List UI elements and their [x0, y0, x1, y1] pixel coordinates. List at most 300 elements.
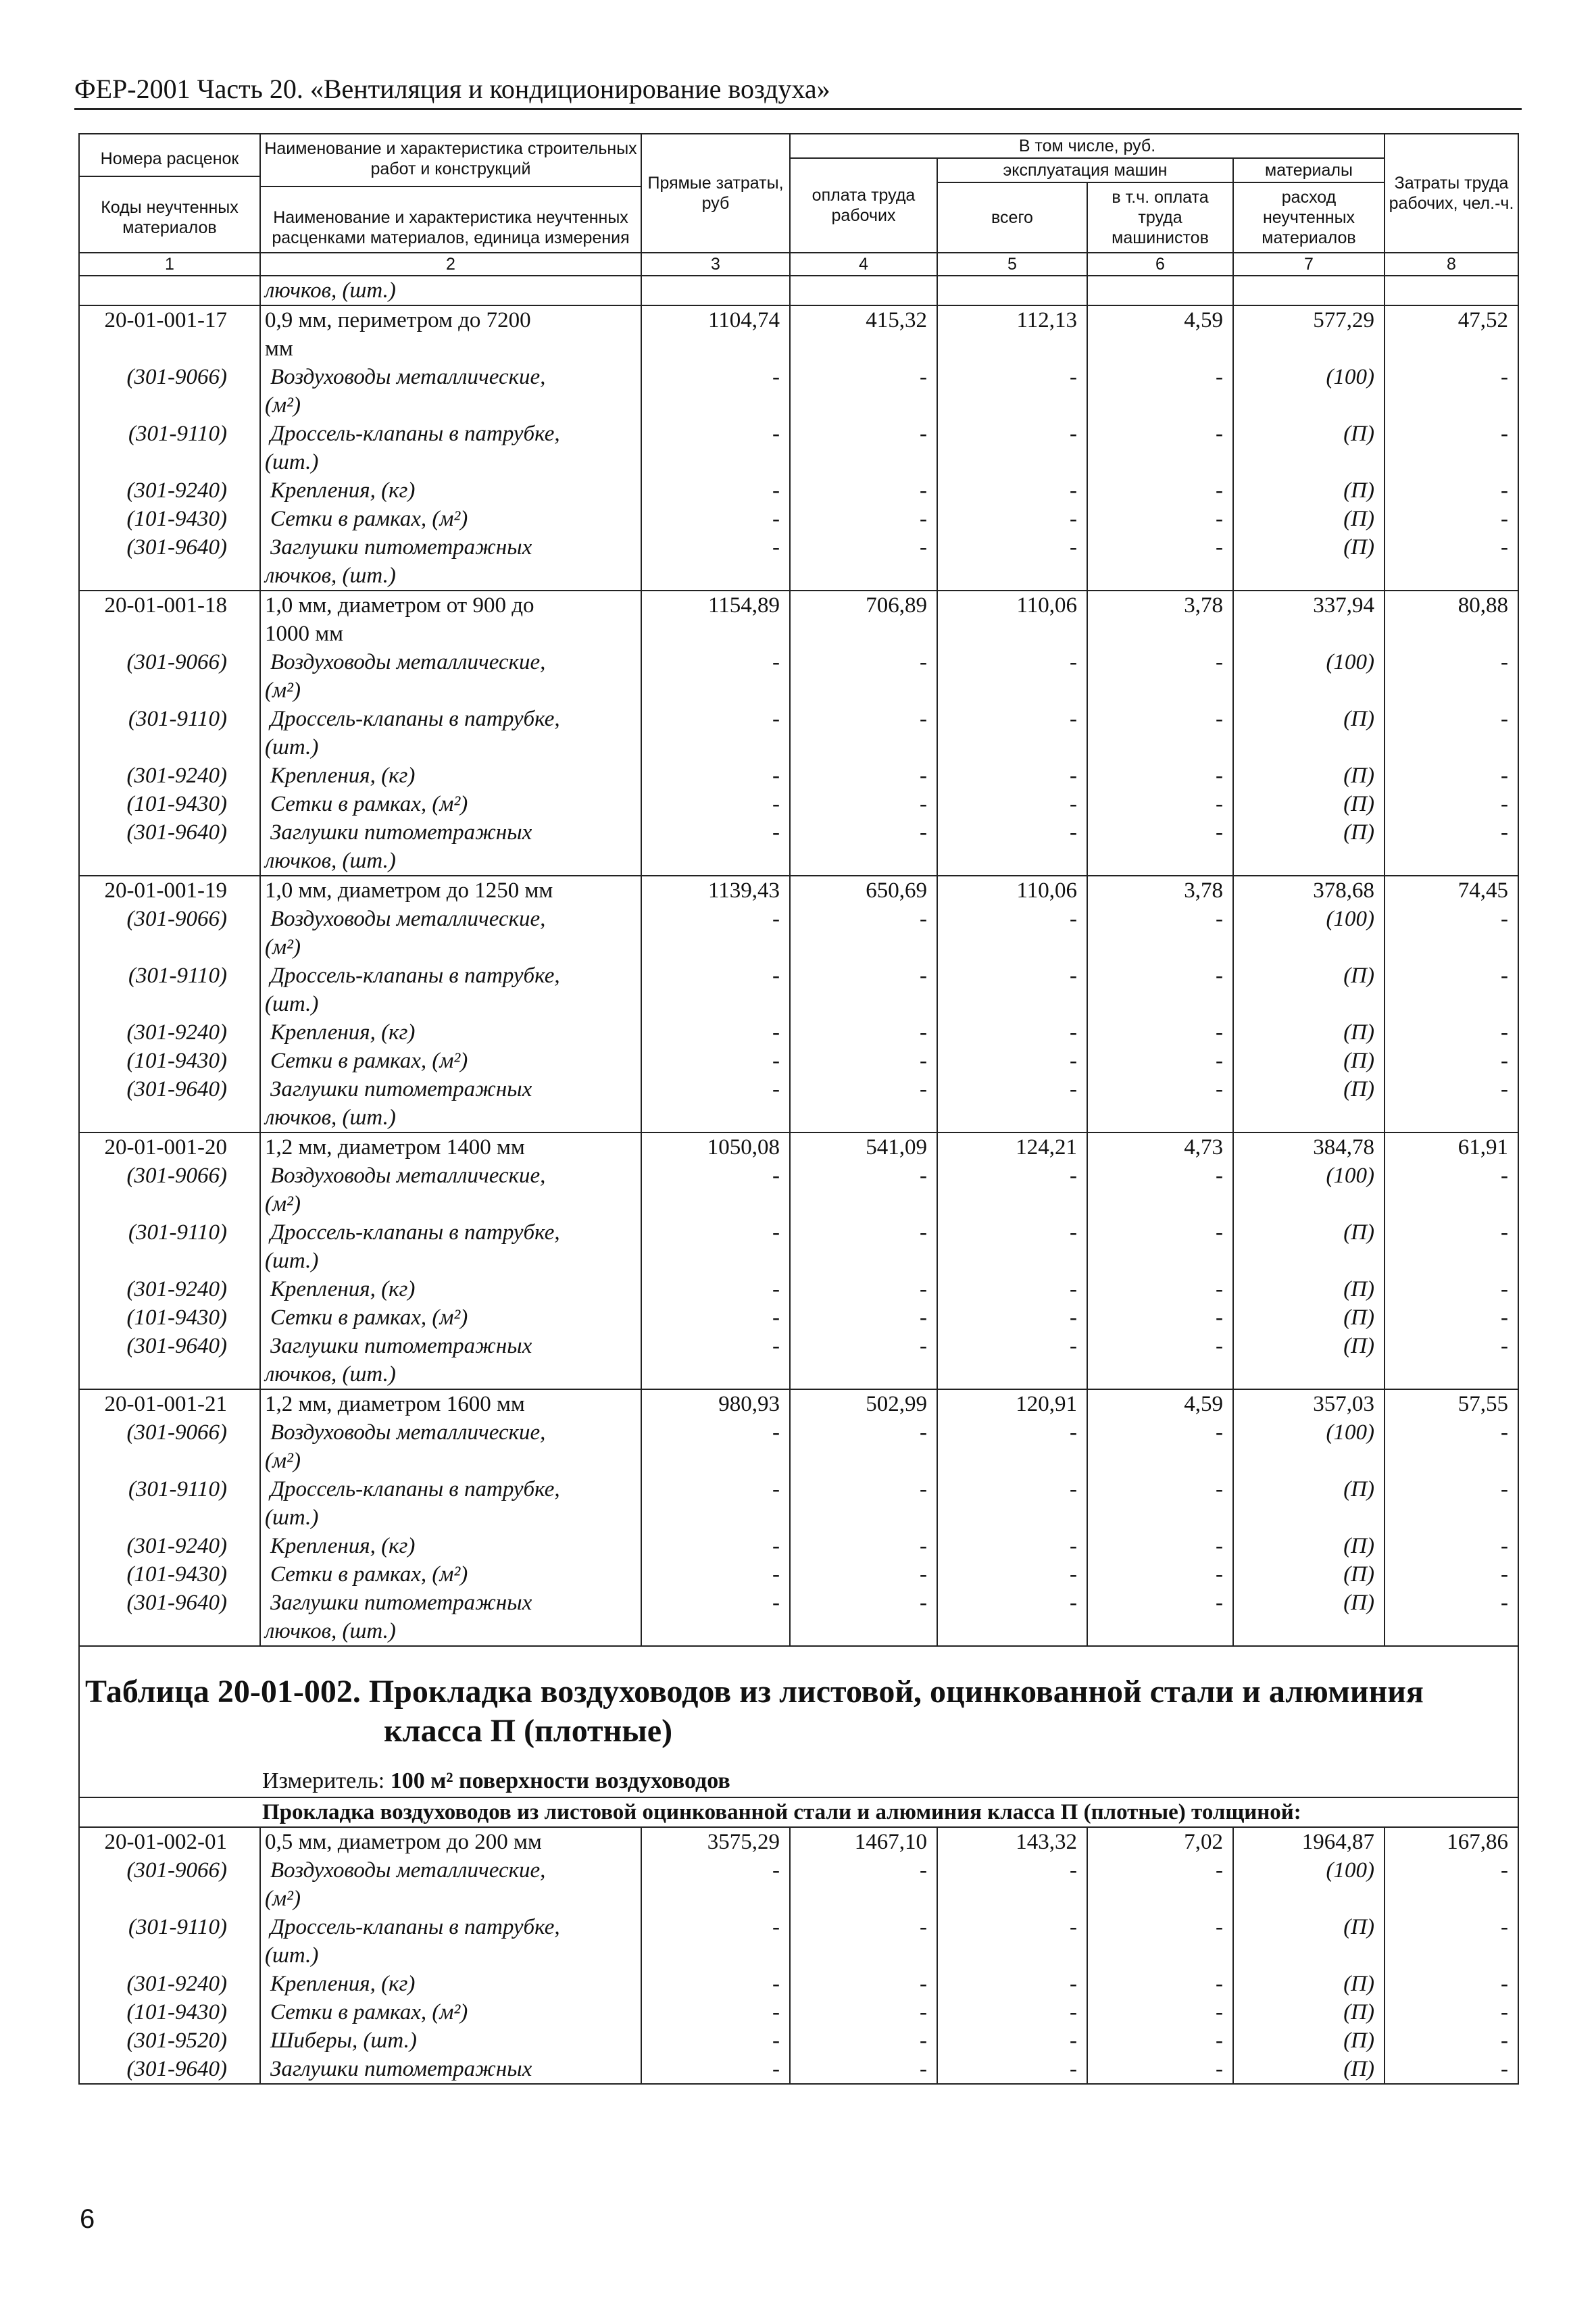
- dash-cell: -: [1385, 705, 1518, 733]
- material-amount: (100): [1233, 1418, 1385, 1447]
- dash-cell: -: [641, 1075, 790, 1103]
- dash-cell: -: [641, 420, 790, 448]
- dash-cell: -: [641, 1856, 790, 1885]
- dash-cell: -: [1385, 505, 1518, 533]
- material-name: Сетки в рамках, (м²): [260, 1303, 641, 1332]
- direct-costs-value: 3575,29: [641, 1827, 790, 1856]
- material-code: (301-9110): [79, 420, 260, 448]
- empty-cell: [1233, 334, 1385, 363]
- empty-cell: [937, 1617, 1087, 1646]
- dash-cell: -: [937, 1418, 1087, 1447]
- dash-cell: -: [1087, 2026, 1233, 2055]
- empty-cell: [1087, 1447, 1233, 1475]
- empty-cell: [1233, 562, 1385, 591]
- table-row: [79, 562, 1518, 591]
- dash-cell: -: [641, 1970, 790, 1998]
- measure-line: [80, 1751, 1518, 1797]
- empty-cell: [641, 391, 790, 420]
- rates-table: [78, 133, 1519, 2085]
- code-cell: [79, 1885, 260, 1913]
- material-name: Шиберы, (шт.): [260, 2026, 641, 2055]
- rate-code: 20-01-001-20: [79, 1132, 260, 1162]
- column-index: 4: [790, 253, 937, 276]
- machines-total-value: 143,32: [937, 1827, 1087, 1856]
- dash-cell: -: [641, 1332, 790, 1360]
- material-unit-cell: лючков, (шт.): [260, 1360, 641, 1389]
- material-code: (301-9640): [79, 1589, 260, 1617]
- machines-total-value: 110,06: [937, 591, 1087, 620]
- empty-cell: [937, 933, 1087, 962]
- dash-cell: -: [937, 1589, 1087, 1617]
- dash-cell: -: [1385, 1589, 1518, 1617]
- material-name: Заглушки питометражных: [260, 1589, 641, 1617]
- table-row: [79, 847, 1518, 876]
- table-row: [79, 676, 1518, 705]
- material-unit-cell: лючков, (шт.): [260, 562, 641, 591]
- material-unit-cell: (шт.): [260, 733, 641, 762]
- dash-cell: -: [1087, 1998, 1233, 2026]
- empty-cell: [937, 1885, 1087, 1913]
- empty-cell: [641, 276, 790, 305]
- machines-total-value: 110,06: [937, 876, 1087, 905]
- material-unit-cell: (шт.): [260, 1247, 641, 1275]
- dash-cell: -: [1087, 1589, 1233, 1617]
- dash-cell: -: [790, 1332, 937, 1360]
- dash-cell: -: [1087, 962, 1233, 990]
- dash-cell: -: [937, 1018, 1087, 1047]
- header-names: Наименование и характеристика строительных работ и конструкций Наименование и характеристика неучтенных расценками материалов, единица измерения: [260, 134, 641, 253]
- material-amount: (П): [1233, 1970, 1385, 1998]
- material-amount: (П): [1233, 962, 1385, 990]
- section-heading: [79, 1646, 1518, 1797]
- material-code: (301-9110): [79, 1475, 260, 1503]
- dash-cell: -: [1087, 648, 1233, 676]
- table-row: [79, 990, 1518, 1018]
- dash-cell: -: [1087, 1856, 1233, 1885]
- empty-cell: [937, 391, 1087, 420]
- dash-cell: -: [1385, 1475, 1518, 1503]
- empty-cell: [641, 1360, 790, 1389]
- table-row: [79, 2055, 1518, 2084]
- dash-cell: -: [790, 905, 937, 933]
- material-unit-cell: (шт.): [260, 1503, 641, 1532]
- material-name: Дроссель-клапаны в патрубке,: [260, 1218, 641, 1247]
- dash-cell: -: [1087, 1162, 1233, 1190]
- material-code: (301-9066): [79, 1856, 260, 1885]
- dash-cell: -: [790, 962, 937, 990]
- empty-cell: [1385, 1617, 1518, 1646]
- dash-cell: -: [937, 1532, 1087, 1560]
- rate-description: 0,5 мм, диаметром до 200 мм: [260, 1827, 641, 1856]
- material-name: Заглушки питометражных: [260, 818, 641, 847]
- empty-cell: [937, 1941, 1087, 1970]
- dash-cell: -: [641, 1218, 790, 1247]
- material-amount: (100): [1233, 1856, 1385, 1885]
- dash-cell: -: [937, 1218, 1087, 1247]
- code-cell: [79, 448, 260, 476]
- machines-total-value: 112,13: [937, 305, 1087, 334]
- table-row: [79, 476, 1518, 505]
- empty-cell: [790, 1247, 937, 1275]
- empty-cell: [790, 1617, 937, 1646]
- empty-cell: [790, 334, 937, 363]
- empty-cell: [641, 733, 790, 762]
- empty-cell: [937, 1247, 1087, 1275]
- material-amount: (П): [1233, 1560, 1385, 1589]
- dash-cell: -: [937, 1162, 1087, 1190]
- dash-cell: -: [1087, 1047, 1233, 1075]
- material-name: Заглушки питометражных: [260, 533, 641, 562]
- table-row: [79, 1885, 1518, 1913]
- empty-cell: [1385, 391, 1518, 420]
- empty-cell: [1385, 276, 1518, 305]
- empty-cell: [641, 990, 790, 1018]
- material-name: Воздуховоды металлические,: [260, 1856, 641, 1885]
- dash-cell: -: [1087, 705, 1233, 733]
- empty-cell: [937, 1190, 1087, 1218]
- empty-cell: [1087, 676, 1233, 705]
- dash-cell: -: [641, 962, 790, 990]
- dash-cell: -: [937, 648, 1087, 676]
- labor-hours-value: 57,55: [1385, 1389, 1518, 1418]
- empty-cell: [1233, 1941, 1385, 1970]
- empty-cell: [937, 990, 1087, 1018]
- dash-cell: -: [1385, 1218, 1518, 1247]
- table-row: [79, 420, 1518, 448]
- empty-cell: [937, 448, 1087, 476]
- material-name: Сетки в рамках, (м²): [260, 1560, 641, 1589]
- dash-cell: -: [937, 533, 1087, 562]
- code-cell: [79, 847, 260, 876]
- material-amount: (100): [1233, 363, 1385, 391]
- empty-cell: [1385, 676, 1518, 705]
- table-row: [79, 1475, 1518, 1503]
- dash-cell: -: [790, 1856, 937, 1885]
- empty-cell: [1385, 1885, 1518, 1913]
- material-name: Воздуховоды металлические,: [260, 1162, 641, 1190]
- empty-cell: [641, 1617, 790, 1646]
- code-cell: [79, 1360, 260, 1389]
- material-name: Воздуховоды металлические,: [260, 363, 641, 391]
- dash-cell: -: [790, 1162, 937, 1190]
- section-subheading: Прокладка воздуховодов из листовой оцинкованной стали и алюминия класса П (плотные) толщиной:: [79, 1797, 1518, 1827]
- empty-cell: [937, 1503, 1087, 1532]
- empty-cell: [937, 620, 1087, 648]
- dash-cell: -: [937, 1047, 1087, 1075]
- labor-pay-value: 650,69: [790, 876, 937, 905]
- table-row: [79, 1827, 1518, 1856]
- direct-costs-value: 1104,74: [641, 305, 790, 334]
- table-row: [79, 2026, 1518, 2055]
- material-unit-cell: (шт.): [260, 1941, 641, 1970]
- code-cell: [79, 990, 260, 1018]
- dash-cell: -: [1385, 648, 1518, 676]
- code-cell: [79, 562, 260, 591]
- section-title-cont: класса П (плотные): [384, 1713, 673, 1749]
- material-code: (301-9066): [79, 905, 260, 933]
- dash-cell: -: [937, 705, 1087, 733]
- table-row: [79, 1418, 1518, 1447]
- table-row: [79, 334, 1518, 363]
- dash-cell: -: [641, 1418, 790, 1447]
- dash-cell: -: [790, 1998, 937, 2026]
- table-row: [79, 962, 1518, 990]
- table-row: [79, 1218, 1518, 1247]
- dash-cell: -: [1087, 1970, 1233, 1998]
- material-code: (301-9240): [79, 1970, 260, 1998]
- material-amount: (П): [1233, 818, 1385, 847]
- empty-cell: [790, 1447, 937, 1475]
- dash-cell: -: [1087, 1913, 1233, 1941]
- empty-cell: [641, 1503, 790, 1532]
- code-cell: [79, 1617, 260, 1646]
- material-unit-cell: лючков, (шт.): [260, 847, 641, 876]
- dash-cell: -: [641, 533, 790, 562]
- material-name: Сетки в рамках, (м²): [260, 505, 641, 533]
- dash-cell: -: [1087, 818, 1233, 847]
- header-labor-hours: Затраты труда рабочих, чел.-ч.: [1385, 134, 1518, 253]
- empty-cell: [1087, 391, 1233, 420]
- column-index: 5: [937, 253, 1087, 276]
- dash-cell: -: [641, 363, 790, 391]
- empty-cell: [1087, 276, 1233, 305]
- dash-cell: -: [1087, 905, 1233, 933]
- material-code: (301-9240): [79, 1018, 260, 1047]
- dash-cell: -: [641, 1162, 790, 1190]
- empty-cell: [641, 676, 790, 705]
- empty-cell: [1385, 1247, 1518, 1275]
- material-name: Воздуховоды металлические,: [260, 1418, 641, 1447]
- dash-cell: -: [790, 1218, 937, 1247]
- empty-cell: [641, 1447, 790, 1475]
- empty-cell: [790, 562, 937, 591]
- empty-cell: [1385, 733, 1518, 762]
- table-row: [79, 1998, 1518, 2026]
- dash-cell: -: [1385, 1560, 1518, 1589]
- code-cell: [79, 1941, 260, 1970]
- dash-cell: -: [641, 648, 790, 676]
- machines-total-value: 124,21: [937, 1132, 1087, 1162]
- header-direct-costs: Прямые затраты, руб: [641, 134, 790, 253]
- section-title: Таблица 20-01-002. Прокладка воздуховодов из листовой, оцинкованной стали и алюминия: [85, 1674, 1424, 1710]
- material-code: (101-9430): [79, 1560, 260, 1589]
- dash-cell: -: [1385, 420, 1518, 448]
- empty-cell: [937, 276, 1087, 305]
- dash-cell: -: [790, 1018, 937, 1047]
- dash-cell: -: [937, 505, 1087, 533]
- material-code: (301-9240): [79, 1532, 260, 1560]
- dash-cell: -: [937, 762, 1087, 790]
- dash-cell: -: [937, 790, 1087, 818]
- dash-cell: -: [790, 363, 937, 391]
- dash-cell: -: [1385, 1303, 1518, 1332]
- table-row: [79, 276, 1518, 305]
- material-name: Дроссель-клапаны в патрубке,: [260, 420, 641, 448]
- dash-cell: -: [641, 1475, 790, 1503]
- dash-cell: -: [1385, 2026, 1518, 2055]
- machinists-pay-value: 4,59: [1087, 1389, 1233, 1418]
- dash-cell: -: [790, 2026, 937, 2055]
- labor-hours-value: 167,86: [1385, 1827, 1518, 1856]
- table-row: [79, 876, 1518, 905]
- empty-cell: [1087, 933, 1233, 962]
- empty-cell: [937, 676, 1087, 705]
- material-amount: (П): [1233, 705, 1385, 733]
- empty-cell: [1087, 1941, 1233, 1970]
- table-row: [79, 1970, 1518, 1998]
- empty-cell: [1233, 620, 1385, 648]
- dash-cell: -: [1385, 1998, 1518, 2026]
- header-rule: [74, 108, 1522, 110]
- rate-description: 1,2 мм, диаметром 1600 мм: [260, 1389, 641, 1418]
- table-row: [79, 1360, 1518, 1389]
- dash-cell: -: [1385, 762, 1518, 790]
- material-code: (101-9430): [79, 505, 260, 533]
- material-code: (301-9240): [79, 1275, 260, 1303]
- dash-cell: -: [937, 363, 1087, 391]
- table-row: [79, 505, 1518, 533]
- code-cell: [79, 1247, 260, 1275]
- dash-cell: -: [641, 1047, 790, 1075]
- material-amount: (100): [1233, 905, 1385, 933]
- header-names-materials: Наименование и характеристика неучтенных расценками материалов, единица измерения: [261, 186, 641, 248]
- dash-cell: -: [641, 1913, 790, 1941]
- column-index: 7: [1233, 253, 1385, 276]
- dash-cell: -: [790, 2055, 937, 2084]
- code-cell: [79, 620, 260, 648]
- dash-cell: -: [1087, 1532, 1233, 1560]
- measure-label: Измеритель:: [262, 1768, 385, 1793]
- material-name: Дроссель-клапаны в патрубке,: [260, 962, 641, 990]
- empty-cell: [641, 1190, 790, 1218]
- dash-cell: -: [790, 1047, 937, 1075]
- empty-cell: [1233, 1360, 1385, 1389]
- table-row: [79, 1247, 1518, 1275]
- empty-cell: [1233, 448, 1385, 476]
- dash-cell: -: [790, 420, 937, 448]
- dash-cell: -: [1385, 1275, 1518, 1303]
- dash-cell: -: [790, 1303, 937, 1332]
- direct-costs-value: 1154,89: [641, 591, 790, 620]
- rate-description: 1,2 мм, диаметром 1400 мм: [260, 1132, 641, 1162]
- dash-cell: -: [937, 1998, 1087, 2026]
- empty-cell: [641, 448, 790, 476]
- dash-cell: -: [1087, 790, 1233, 818]
- material-amount: (П): [1233, 533, 1385, 562]
- table-row: [79, 1132, 1518, 1162]
- dash-cell: -: [641, 705, 790, 733]
- empty-cell: [790, 847, 937, 876]
- dash-cell: -: [1087, 1475, 1233, 1503]
- table-row: [79, 1389, 1518, 1418]
- material-amount: (П): [1233, 1075, 1385, 1103]
- material-code: (101-9430): [79, 790, 260, 818]
- material-name: Крепления, (кг): [260, 476, 641, 505]
- material-amount: (П): [1233, 1532, 1385, 1560]
- header-incl: В том числе, руб.: [790, 134, 1385, 158]
- dash-cell: -: [937, 1970, 1087, 1998]
- labor-pay-value: 502,99: [790, 1389, 937, 1418]
- material-unit-cell: (м²): [260, 676, 641, 705]
- dash-cell: -: [937, 962, 1087, 990]
- header-machines: эксплуатация машин: [937, 158, 1233, 182]
- material-name: Воздуховоды металлические,: [260, 648, 641, 676]
- dash-cell: -: [937, 1475, 1087, 1503]
- material-code: (301-9110): [79, 705, 260, 733]
- empty-cell: [790, 733, 937, 762]
- material-amount: (П): [1233, 1475, 1385, 1503]
- empty-cell: [1087, 562, 1233, 591]
- material-name: Дроссель-клапаны в патрубке,: [260, 1913, 641, 1941]
- header-codes-materials: Коды неучтенных материалов: [80, 176, 259, 238]
- empty-cell: [790, 276, 937, 305]
- material-code: (301-9066): [79, 1418, 260, 1447]
- dash-cell: -: [1087, 1418, 1233, 1447]
- material-name: Дроссель-клапаны в патрубке,: [260, 705, 641, 733]
- material-unit-cell: лючков, (шт.): [260, 276, 641, 305]
- labor-pay-value: 415,32: [790, 305, 937, 334]
- labor-pay-value: 706,89: [790, 591, 937, 620]
- empty-cell: [1385, 990, 1518, 1018]
- material-code: (301-9110): [79, 962, 260, 990]
- machinists-pay-value: 3,78: [1087, 876, 1233, 905]
- rate-code: 20-01-001-18: [79, 591, 260, 620]
- table-row: [79, 363, 1518, 391]
- dash-cell: -: [1385, 962, 1518, 990]
- material-code: (301-9066): [79, 1162, 260, 1190]
- machinists-pay-value: 4,59: [1087, 305, 1233, 334]
- empty-cell: [1233, 1103, 1385, 1132]
- dash-cell: -: [790, 1589, 937, 1617]
- dash-cell: -: [1385, 1018, 1518, 1047]
- empty-cell: [1385, 620, 1518, 648]
- direct-costs-value: 1139,43: [641, 876, 790, 905]
- dash-cell: -: [1385, 1047, 1518, 1075]
- materials-value: 357,03: [1233, 1389, 1385, 1418]
- materials-value: 378,68: [1233, 876, 1385, 905]
- table-row: [79, 1589, 1518, 1617]
- material-code: (101-9430): [79, 1998, 260, 2026]
- code-cell: [79, 334, 260, 363]
- dash-cell: -: [937, 1856, 1087, 1885]
- material-amount: (100): [1233, 648, 1385, 676]
- empty-cell: [1385, 1941, 1518, 1970]
- dash-cell: -: [1087, 1560, 1233, 1589]
- dash-cell: -: [1087, 1075, 1233, 1103]
- code-cell: [79, 733, 260, 762]
- material-name: Крепления, (кг): [260, 762, 641, 790]
- dash-cell: -: [641, 476, 790, 505]
- material-name: Крепления, (кг): [260, 1532, 641, 1560]
- empty-cell: [1233, 1503, 1385, 1532]
- table-row: [79, 1332, 1518, 1360]
- dash-cell: -: [1087, 363, 1233, 391]
- header-mach-labor: в т.ч. оплата труда машинистов: [1087, 182, 1233, 253]
- table-row: [79, 448, 1518, 476]
- dash-cell: -: [1087, 1275, 1233, 1303]
- dash-cell: -: [937, 1275, 1087, 1303]
- dash-cell: -: [790, 818, 937, 847]
- dash-cell: -: [790, 762, 937, 790]
- column-index: 3: [641, 253, 790, 276]
- dash-cell: -: [1385, 1913, 1518, 1941]
- table-row: [79, 1162, 1518, 1190]
- table-row: [79, 1617, 1518, 1646]
- empty-cell: [1233, 1885, 1385, 1913]
- dash-cell: -: [790, 1913, 937, 1941]
- table-row: [79, 1856, 1518, 1885]
- dash-cell: -: [1385, 476, 1518, 505]
